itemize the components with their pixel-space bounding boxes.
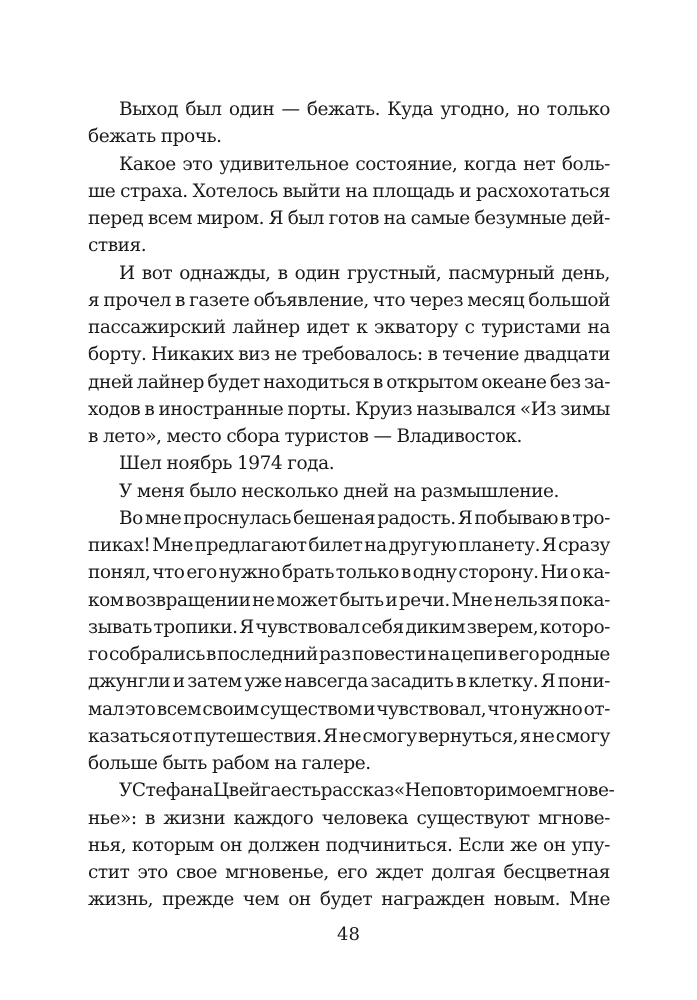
text-line: И вот однажды, в один грустный, пасмурный день, bbox=[119, 262, 610, 284]
body-text bbox=[88, 96, 615, 914]
text-line: дней лайнер будет находиться в открытом океане без за- bbox=[88, 371, 610, 393]
text-line: жизнь, прежде чем он будет награжден новым. Мне bbox=[88, 889, 610, 911]
text-line: нья, которым он должен подчиниться. Если же он упу- bbox=[88, 834, 610, 856]
paragraph bbox=[88, 260, 610, 451]
text-line: ше страха. Хотелось выйти на площадь и расхохотаться bbox=[88, 180, 610, 202]
text-line: ком возвращении не может быть и речи. Мне нельзя пока- bbox=[88, 589, 610, 611]
text-line: Шел ноябрь 1974 года. bbox=[119, 453, 335, 475]
text-line: больше быть рабом на галере. bbox=[88, 753, 371, 774]
text-line: го собрались в последний раз повести на цепи в его родные bbox=[88, 644, 610, 665]
text-line: стит это свое мгновенье, его ждет долгая бесцветная bbox=[88, 862, 610, 883]
page-number: 48 bbox=[337, 924, 360, 945]
text-line: пассажирский лайнер идет к экватору с туристами на bbox=[88, 317, 610, 338]
text-line: пиках! Мне предлагают билет на другую планету. Я сразу bbox=[88, 535, 610, 556]
text-line: в лето», место сбора туристов — Владивосток. bbox=[88, 426, 522, 447]
text-line: бежать прочь. bbox=[88, 126, 222, 148]
text-line: джунгли и затем уже навсегда засадить в клетку. Я пони- bbox=[88, 671, 610, 693]
paragraph bbox=[88, 96, 610, 151]
text-line: ствия. bbox=[88, 235, 147, 257]
text-line: понял, что его нужно брать только в одну сторону. Ни о ка- bbox=[88, 562, 610, 584]
text-line: мал это всем своим существом и чувствовал, что нужно от- bbox=[88, 698, 610, 720]
text-line: У Стефана Цвейга есть рассказ «Неповторимое мгнове- bbox=[119, 780, 615, 802]
text-line: борту. Никаких виз не требовалось: в течение двадцати bbox=[88, 344, 610, 366]
text-line: Выход был один — бежать. Куда угодно, но только bbox=[119, 99, 610, 120]
paragraph bbox=[88, 777, 615, 913]
text-line: казаться от путешествия. Я не смогу вернуться, я не смогу bbox=[88, 725, 610, 747]
text-line: ходов в иностранные порты. Круиз назывался «Из зимы bbox=[88, 398, 610, 420]
paragraph bbox=[88, 450, 610, 477]
text-line: зывать тропики. Я чувствовал себя диким зверем, которо- bbox=[88, 616, 610, 638]
text-line: Какое это удивительное состояние, когда нет боль- bbox=[119, 153, 610, 175]
text-line: Во мне проснулась бешеная радость. Я побываю в тро- bbox=[119, 507, 610, 529]
text-line: У меня было несколько дней на размышление. bbox=[119, 480, 559, 502]
paragraph bbox=[88, 151, 610, 260]
paragraph bbox=[88, 505, 610, 778]
text-line: перед всем миром. Я был готов на самые безумные дей- bbox=[88, 208, 610, 229]
paragraph bbox=[88, 478, 610, 505]
text-line: я прочел в газете объявление, что через месяц большой bbox=[88, 289, 610, 311]
text-line: нье»: в жизни каждого человека существуют мгнове- bbox=[88, 807, 610, 829]
